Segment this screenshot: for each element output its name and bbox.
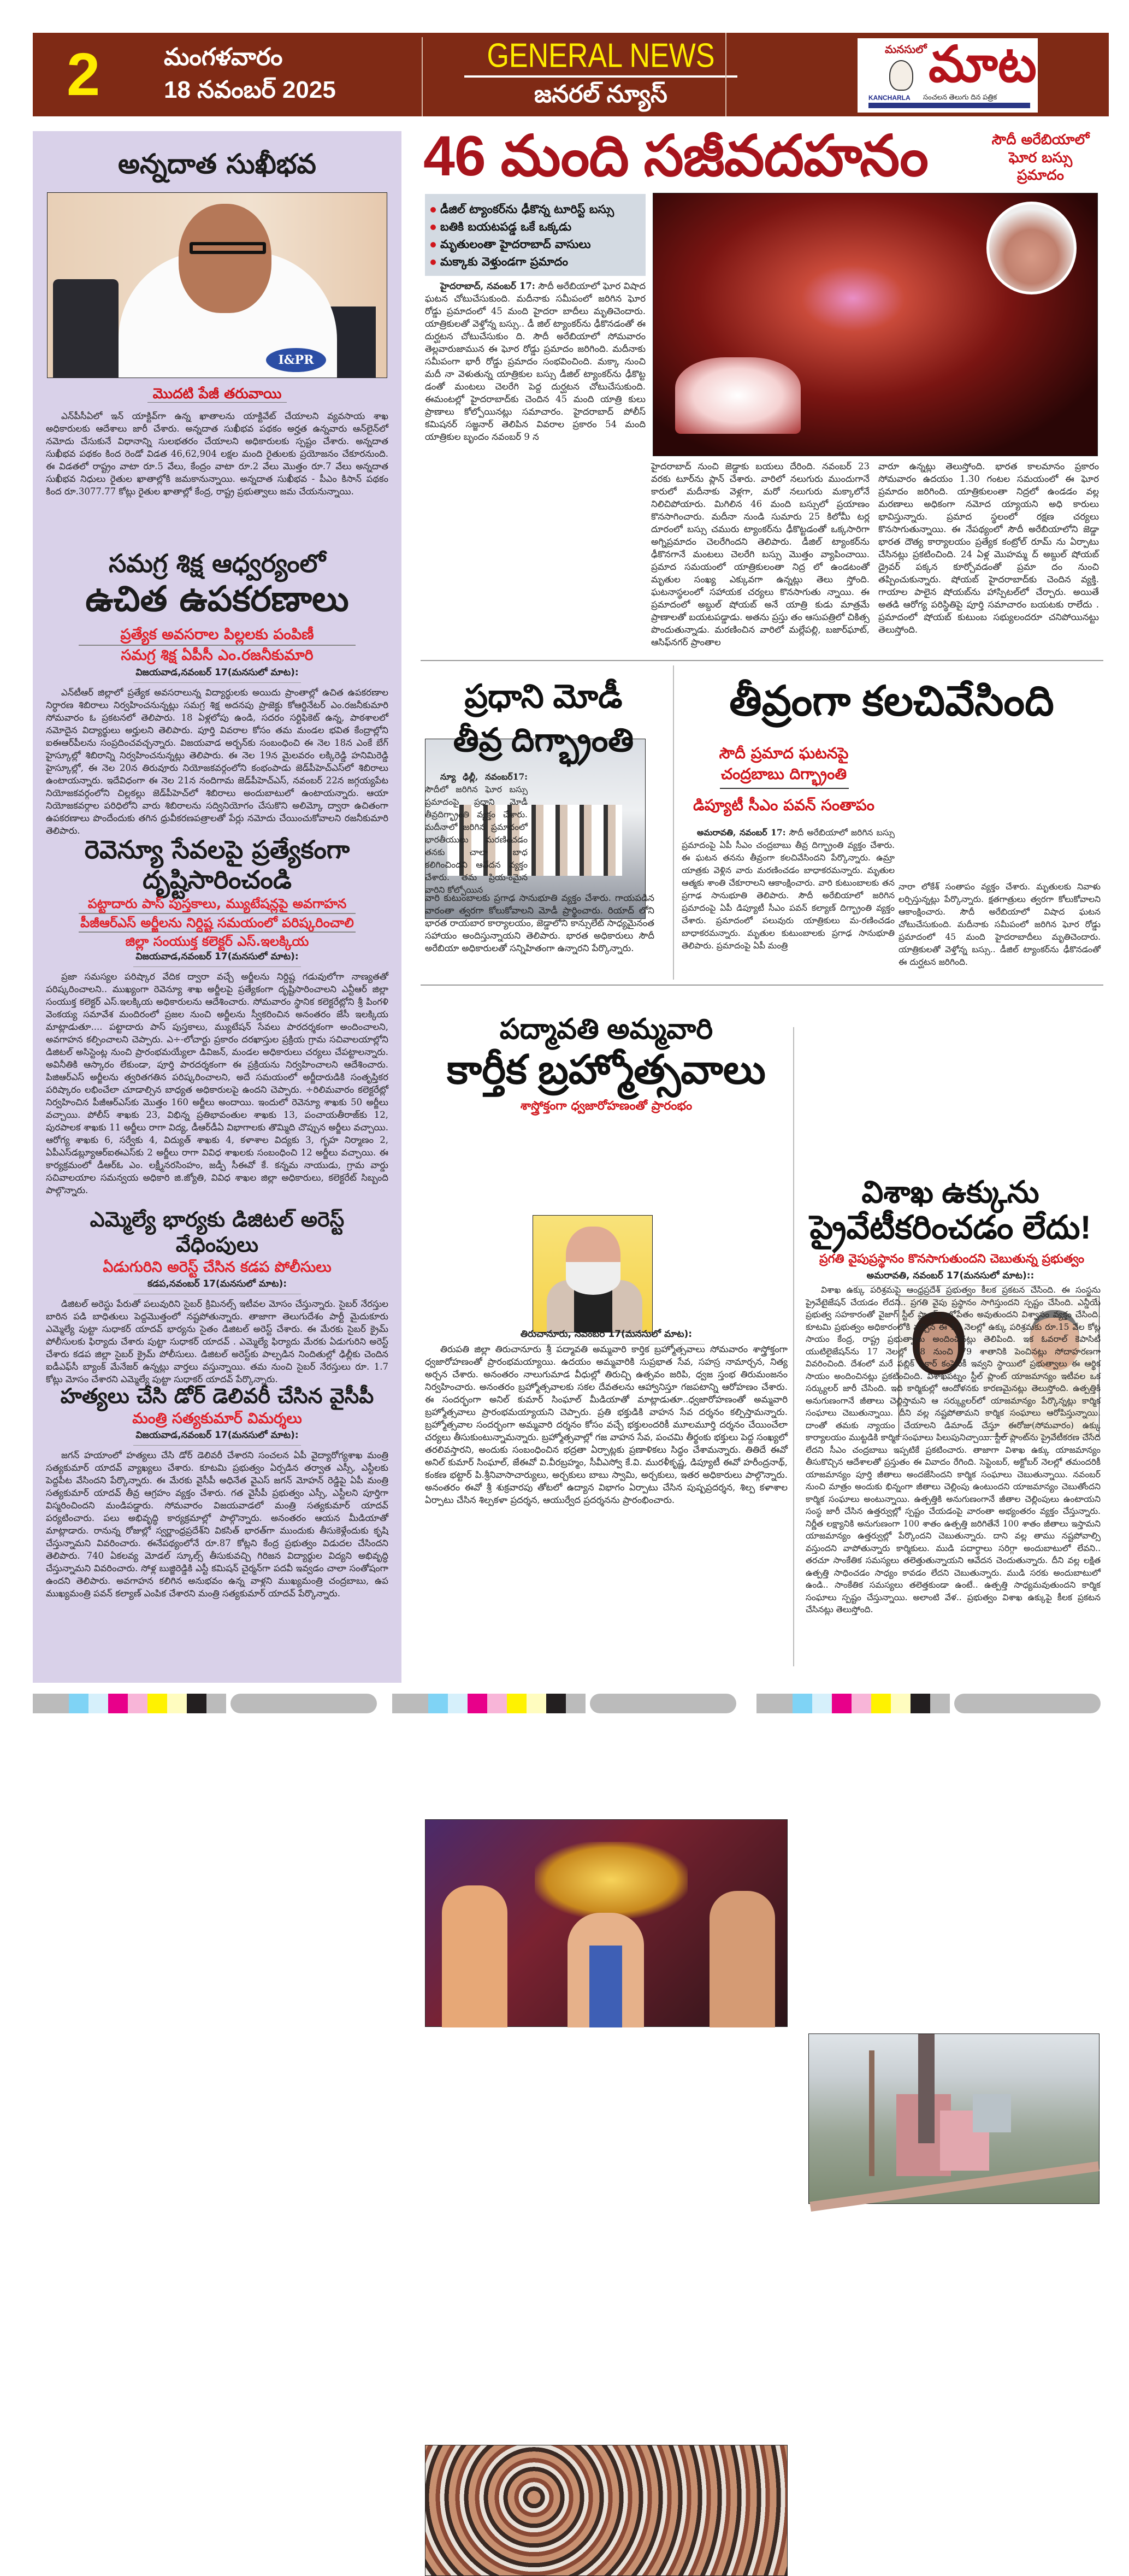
print-color-bar	[33, 1694, 377, 1713]
dateline: విజయవాడ,నవంబర్ 17(మనసులో మాట):	[133, 667, 301, 683]
article-title-line2: కార్తీక బ్రహ్మోత్సవాలు	[447, 1047, 766, 1092]
dateline: విజయవాడ,నవంబర్ 17(మనసులో మాట):	[133, 951, 301, 967]
print-color-bar	[756, 1694, 1101, 1713]
article-revenue	[46, 835, 388, 1197]
dateline: అమరావతి, నవంబర్ 17:	[697, 827, 786, 838]
article-body	[425, 770, 528, 895]
kicker-line: ప్రమాదం	[1017, 167, 1064, 184]
lead-kicker	[978, 131, 1103, 185]
divider	[725, 33, 726, 116]
article-samagra-shiksha	[46, 549, 388, 836]
article-title-line1: సమగ్ర శిక్ష ఆధ్వర్యంలో	[108, 549, 326, 578]
logo-name: మాట	[929, 37, 1037, 92]
article-title: అన్నదాత సుఖీభవ	[118, 148, 316, 180]
highlight-item	[430, 253, 640, 270]
divider	[421, 985, 1103, 986]
article-subhead: ఏడుగురిని అరెస్ట్ చేసిన కడప పోలీసులు	[103, 1258, 332, 1276]
article-ycp	[46, 1384, 388, 1599]
article-title-line2: తీవ్ర దిగ్భ్రాంతి	[453, 722, 634, 758]
article-subhead: పీజీఆర్ఎస్ అర్జీలను నిర్దిష్ట సమయంలో పరిష్కరించాలి	[79, 914, 356, 933]
article-subhead: సమగ్ర శిక్ష ఏపీసీ ఎం.రజనీకుమారి	[121, 647, 314, 664]
logo-bar	[868, 103, 1030, 108]
article-digital-arrest	[46, 1207, 388, 1385]
article-body: విశాఖ ఉక్కు పరిశ్రమపై ఆంధ్రప్రదేశ్ ప్రభుత్వం కీలక ప్రకటన చేసింది. ఈ సంస్థను ప్రైవేటైజేషన్ చేయడం లేదని.. ప్రగతి వైపు ప్రస్థానం సాగిస్తుందని స్పష్టం చేసింది. ఎన్డీయే ప్రభుత్వ సహకారంతో వైజాగ్ స్టీల్ ప్లాంట్ బలోపేతం అవుతుందని విశ్వాసం వ్యక్తం చేసింది. కూటమి ప్రభుత్వం అధికారంలోకి వచ్చిన ఈ 17 నెలల్లో ఉక్కు పరిశ్రమకు రూ.15 వేల కోట్ల సాయం కేంద్ర, రాష్ట్ర ప్రభుత్వాలు అందించినట్లు తెలిపింది. ఇక ఓవరాల్ కెపాసిటీ యుటిలైజేషన్‌ను 17 నెలల్లో 48 నుంచి 79 శాతానికి పెంచినట్లు సోదాహరణగా వివరించింది. దేశంలో మరే పబ్లిక్ సెక్టార్ కంపెనీకీ ఇవ్వని స్థాయిలో ప్రభుత్వాలు ఈ ఆర్థిక సాయం అందించినట్లు ప్రకటించింది. విశాఖపట్నం స్టీల్ ప్లాంట్ యాజమాన్యం ఇటీవల ఒక సర్క్యులర్ జారీ చేసింది. ఇది కార్మికుల్లో ఆందోళనకు కారణమైనట్లు తెలుస్తోంది. ఉత్పత్తికి అనుగుణంగానే జీతాలు చెల్లిస్తామని ఆ సర్క్యులర్‌లో యాజమాన్యం పేర్కొన్నట్లు కార్మిక సంఘాలు చెబుతున్నాయి. దీని వల్ల నష్టపోతామని కార్మిక సంఘాలు ఆరోపిస్తున్నాయి. దాంతో తమకు న్యాయం చేయాలని డిమాండ్ చేస్తూ ఈరోజు(సోమవారం) ఉక్కు కార్యాలయం ముట్టడికి కార్మిక సంఘాలు పిలుపునిచ్చాయి. స్టీల్ ప్లాంట్‌ను ప్రైవేటీకరణ చేసేది లేదని సీఎం చంద్రబాబు ఇప్పటికే ప్రకటించారు. తాజాగా విశాఖ ఉక్కు యాజమాన్యం తీసుకొచ్చిన ఆదేశాలతో ప్రస్తుతం ఈ వివాదం రేగింది. సెప్టెంబర్, అక్టోబర్ నెలల్లో తమందరికీ యాజమాన్యం పూర్తి జీతాలు అందజేసిందని కార్మిక సంఘాలు చెబుతున్నాయి. నవంబర్ నుంచి మాత్రం అందుకు భిన్నంగా జీతాలు చెల్లింపు ఉంటుందని యాజమాన్యం చెబుతోందని కార్మిక సంఘాలు అంటున్నాయి. ఉత్పత్తికి అనుగుణంగానే జీతాల చెల్లింపులు ఉంటాయని సంస్థ జారీ చేసిన ఉత్తర్వుల్లో స్పష్టం చేయడంపై వారంతా అభ్యంతరం వ్యక్తం చేస్తున్నారు. నిర్ణీత లక్ష్యానికి అనుగుణంగా 100 శాతం ఉత్పత్తి జరిగితేనే 100 శాతం జీతాలు ఇస్తామని యాజమాన్యం ఉత్తర్వుల్లో పేర్కొందని చెబుతున్నారు. దాని వల్ల తాము నష్టపోవాల్సి వస్తుందని వాపోతున్నారు కార్మికులు. ముడి పదార్థాలు సరిగ్గా అందుబాటులో లేవని.. తరచూ సాంకేతిక సమస్యలు తలెత్తుతున్నాయని ఆవేదన చెందుతున్నారు. దీని వల్ల లక్షిత ఉత్పత్తి సాధించడం సాధ్యం కావడం లేదని చెబుతున్నారు. ముడి సరకు అందుబాటులో ఉండి.. సాంకేతిక సమస్యలు తలెత్తకుండా ఉంటే.. ఉత్పత్తి సాధ్యమవుతుందని కార్మిక సంఘాలు స్పష్టం చేస్తున్నాయి. అలాంటి వేళ.. ప్రభుత్వం విశాఖ ఉక్కుపై కీలక ప్రకటన చేసినట్లు తెలుస్తోంది.	[806, 1285, 1101, 1614]
bullet-icon	[430, 225, 436, 230]
article-title-line1: రెవెన్యూ సేవలపై ప్రత్యేకంగా	[84, 834, 350, 864]
survivor-portrait	[986, 202, 1077, 294]
founder-portrait-icon	[889, 60, 913, 91]
lead-body-text: సౌదీ అరేబియాలో ఘోర విషాద ఘటన చోటుచేసుకుంది. మదీనాకు సమీపంలో జరిగిన ఘోర రోడ్డు ప్రమాదంలో 45 మంది హైదరా బాదీలు మృతిచెందారు. యాత్రికులతో వెళ్తోన్న బస్సు.. డీ జిల్ ట్యాంకర్‌ను ఢీకొనడంతో ఈ దుర్ఘటన చోటుచేసుకుం ది. సౌదీ అరేబియాలో సోమవారం తెల్లవారుజామున ఈ ఘోర రోడ్డు ప్రమాదం జరిగింది. మదీనాకు సమీపంగా భారీ రోడ్డు ప్రమాదం సంభవించింది. మక్కా నుంచి మదీ నా వెళుతున్న యాత్రికుల బస్సు డీజిల్ ట్యాంకర్‌ను ఢీకొట్ట డంతో మంటలు చెలరేగి పెద్ద దుర్ఘటన చోటుచేసుకుంది. ఈమంటల్లో హైదరాబాద్‌కు చెందిన 45 మంది యాత్రి కులు ప్రాణాలు కోల్పోయినట్లు సమాచారం. హైదరాబాద్ పోలీస్ కమిషనర్ సజ్జనార్ తెలిపిన వివరాల ప్రకారం 54 మంది యాత్రికుల బృందం నవంబర్ 9 న	[425, 281, 646, 442]
highlight-text: మక్కాకు వెళ్తుండగా ప్రమాదం	[440, 255, 569, 268]
article-title-line1: విశాఖ ఉక్కును	[861, 1175, 1039, 1209]
article-body: ఎన్‌టీఆర్ జిల్లాలో ప్రత్యేక అవసరాలున్న విద్యార్థులకు అయిదు ప్రాంతాల్లో ఉచిత ఉపకరణాల నిర్ధారణ శిబిరాలు నిర్వహించనున్నట్లు సమగ్ర శిక్ష అదనపు ప్రాజెక్టు కోఆర్డినేటర్ ఎం.రజనీకుమారి సోమవారం ఓ ప్రకటనలో తెలిపారు. 18 ఏళ్లలోపు ఉండి, సదరం సర్టిఫికెట్ ఉన్న, పాఠశాలలో నమోదైన విద్యార్థులు అర్హులని తెలిపారు. పూర్తి వివరాల కోసం తమ మండల భవిత కేంద్రాల్లోని ఐఈఆర్‌పీలను సంప్రదించవచ్చన్నారు. విజయవాడ అర్బన్‌కు సంబంధించి ఈ నెల 18న ఎంకే బేగ్ హైస్కూల్లో శిబిరాన్ని నిర్వహించనున్నట్లు తెలిపారు. ఈ నెల 19న మైలవరం లక్కిరెడ్డి హనిమిరెడ్డి హైస్కూల్లో, ఈ నెల 20న తిరువూరు నియోజకవర్గంలోని కంభంపాడు జెడ్‌పీహెచ్‌ఎస్‌లో శిబిరాలు ఉంటాయన్నారు. ఇదేవిధంగా ఈ నెల 21న నందిగామ జెడ్‌పీహెచ్‌ఎస్, నవంబర్ 22న జగ్గయ్యపేట నియోజకవర్గంలోని చిల్లకల్లు జెడ్‌పీహెచ్‌లో శిబిరాలు అందుబాటులో ఉంటాయన్నారు. ఆయా నియోజకవర్గాల పరిధిలోని వారు శిబిరాలను సద్వినియోగం చేసుకొని అలిమ్కో ద్వారా ఉచితంగా ఉపకరణాలు పొందేందుకు తగిన ధ్రువీకరణపత్రాలతో పేర్లు నమోదు చేయించుకోవాలని రజనీకుమారి తెలిపారు.	[46, 687, 388, 836]
article-body	[682, 826, 895, 977]
ipr-mic-label: I&PR	[266, 348, 326, 372]
bullet-icon	[430, 242, 436, 247]
dateline: విజయవాడ,నవంబర్ 17(మనసులో మాట):	[133, 1430, 301, 1446]
article-subhead: డిప్యూటీ సీఎం పవన్ సంతాపం	[693, 796, 874, 814]
devotees-crowd-photo	[425, 2445, 788, 2576]
dateline: హైదరాబాద్, నవంబర్ 17:	[440, 281, 535, 291]
bullet-icon	[430, 207, 436, 213]
print-color-bar	[392, 1694, 736, 1713]
logo-tagline: సంచలన తెలుగు దిన పత్రిక	[923, 93, 997, 101]
kicker-line: ఘోర బస్సు	[1008, 149, 1073, 166]
article-body: తిరుపతి జిల్లా తిరుచానూరు శ్రీ పద్మావతి అమ్మవారి కార్తిక బ్రహ్మోత్సవాలు సోమవారం శాస్త్రోక్తంగా ధ్వజారోహణంతో ప్రారంభమయ్యాయి. ఉదయం అమ్మవారికి సుప్రభాత సేవ, సహస్ర నామార్చన, నిత్య అర్చన చేశారు. అనంతరం నాలుగుమాడ వీధుల్లో తిరుచ్చి ఉత్సవం జరిపి, ధ్వజ స్తంభ తిరుమంజనం నిర్వహించారు. అనంతరం బ్రహ్మోత్సవాలకు సకల దేవతలను ఆహ్వానిస్తూ గజపటాన్ని ఆరోహణం చేశారు. ఈ సందర్భంగా అనిల్ కుమార్ సింఘాల్ మీడియాతో మాట్లాడుతూ..ధ్వజారోహణంతో అమ్మవారి బ్రహ్మోత్సవాలు ప్రారంభమయ్యాయని చెప్పారు. ప్రతి భక్తుడికి వాహన సేవ దర్శనం కల్పిస్తామన్నారు. బ్రహ్మోత్సవాల సందర్భంగా అమ్మవారి దర్శనం కోసం వచ్చే భక్తులందరికీ మూలమూర్తి దర్శనం చేయించేలా చర్యలు తీసుకుంటున్నామన్నారు. బ్రహ్మోత్సవాల్లో గజ వాహన సేవ, పంచమి తీర్థంకు భక్తులు పెద్ద సంఖ్యలో తరలివస్తారని, అందుకు సంబంధించిన భద్రతా ఏర్పాట్లకు ప్రణాళికలు సిద్ధం చేశామన్నారు. తితిదే ఈవో అనిల్ కుమార్ సింఘాల్, జేఈవో వి.వీరబ్రహ్మం, సీవీఎస్వో కే.వి. మురళీకృష్ణ, డిప్యూటీ ఈవో హరీంద్రనాథ్, కంకణ భట్టార్ పి.శ్రీనివాసాచార్యులు, అర్చకులు బాబు స్వామి, అర్చకులు, ఇతర అధికారులు పాల్గొన్నారు. అనంతరం ఈవో శ్రీ శుక్రవారపు తోటలో ఉద్యాన విభాగం ఏర్పాటు చేసిన పుష్పప్రదర్శన, శిల్ప కళాశాల ఏర్పాటు చేసిన శిల్పకళా ప్రదర్శన, ఆయుర్వేద ప్రదర్శనను ప్రారంభించారు.	[425, 1344, 788, 1505]
article-body: జగన్ హయాంలో హత్యలు చేసి డోర్ డెలివరీ చేశారని సంచలన ఏపీ వైద్యారోగ్యశాఖ మంత్రి సత్యకుమార్ యాదవ్ వ్యాఖ్యలు చేశారు. కూటమి ప్రభుత్వం ఏర్పడిన తర్వాత ఎస్సీ, ఎస్టీలకు పెద్దపీట వేసిందని పేర్కొన్నారు. ఈ మేరకు వైసీపీ అధినేత వైఎస్ జగన్ మోహన్ రెడ్డిపై ఏపీ మంత్రి సత్యకుమార్ యాదవ్ తీవ్ర ఆగ్రహం వ్యక్తం చేశారు. గత వైసీపీ ప్రభుత్వం ఎస్సీ, ఎస్టీలని పూర్తిగా విస్మరించిందని మండిపడ్డారు. సోమవారం విజయవాడలో మంత్రి సత్యకుమార్ యాదవ్ పర్యటించారు. పలు అభివృద్ధి కార్యక్రమాల్లో పాల్గొన్నారు. అనంతరం ఆయన మీడియాతో మాట్లాడారు. రానున్న రోజుల్లో స్వర్ణాంధ్రప్రదేశ్‌ని వికసిత్ భారత్‌గా ముందుకు తీసుకెళ్లేందుకు కృషి చేస్తున్నామని వివరించారు. ఈనేపథ్యంలోనే రూ.87 కోట్లని కేంద్ర ప్రభుత్వం విడుదల చేసిందని తెలిపారు. 740 ఏకలవ్య మోడల్ స్కూల్స్ తీసుకువచ్చి గిరిజన విద్యార్థుల విద్యని అభివృద్ధి చేస్తున్నామని వివరించారు. సోళ్ల బుజ్జిరెడ్డికి ఎస్టీ కమిషన్ చైర్మన్‌గా పదవీ ఇవ్వడం చాలా సంతోషంగా ఉందని తెలిపారు. అవగాహన కలిగిన అనుభవం ఉన్న వాళ్లని ముఖ్యమంత్రి చంద్రబాబు, ఉప ముఖ్యమంత్రి పవన్ కల్యాణ్ ఎంపిక చేశారని మంత్రి సత్యకుమార్ యాదవ్ పేర్కొన్నారు.	[46, 1450, 388, 1599]
article-subhead: చంద్రబాబు దిగ్భ్రాంతి	[720, 765, 847, 783]
article-subhead: జిల్లా సంయుక్త కలెక్టర్ ఎస్.ఇలక్కియ	[125, 934, 309, 950]
highlight-item	[430, 201, 640, 218]
divider	[793, 1027, 794, 1666]
continued-caption: మొదటి పేజీ తరువాయి	[147, 386, 287, 403]
article-body: డిజిటల్ అరెస్టు పేరుతో పలువురిని సైబర్ క్రిమినల్స్ ఇటీవల మోసం చేస్తున్నారు. సైబర్ నేరస్తుల బారిన పడి బాధితులు పెద్దమొత్తంలో నష్టపోతున్నారు. తాజాగా తెలుగుదేశం పార్టీ మైదుకూరు ఎమ్మెల్యే పుట్టా సుధాకర్ యాదవ్ భార్యను సైతం డిజిటల్ అరెస్ట్ చేశారు. ఈ మేరకు సైబర్ క్రైమ్ పోలీసులకు ఫిర్యాదు చేశారు పుట్టా సుధాకర్ యాదవ్ . ఎమ్మెల్యే ఫిర్యాదు మేరకు ఏడుగురిని అరెస్ట్ చేశారు కడప జిల్లా సైబర్ క్రైమ్ పోలీసులు. డిజిటల్ అరెస్ట్‌కు పాల్పడిన నిందితుల్లో ఢిల్లీకు చెందిన ఐడీఎఫ్‌సీ బ్యాంక్ మేనేజర్ ఉన్నట్లు వార్తలు వస్తున్నాయి. తమ నుంచి సైబర్ నేరస్తులు రూ. 1.7 కోట్లు మోసం చేశారని ఎమ్మెల్యే పుట్టా సుధాకర్ యాదవ్ పేర్కొన్నారు.	[46, 1299, 388, 1385]
article-annadata	[46, 131, 388, 524]
highlight-item	[430, 235, 640, 253]
divider	[422, 37, 423, 116]
article-title: ఎమ్మెల్యే భార్యకు డిజిటల్ అరెస్ట్ వేధింపులు	[90, 1207, 345, 1257]
minister-photo	[47, 192, 387, 378]
highlight-text: బతికి బయటపడ్డ ఒకే ఒక్కడు	[440, 220, 572, 233]
section-title-te: జనరల్ న్యూస్	[534, 81, 667, 108]
newspaper-logo	[858, 38, 1038, 113]
article-title: హత్యలు చేసి డోర్ డెలివరీ చేసిన వైసీపీ	[60, 1384, 374, 1408]
lead-headline: 46 మంది సజీవదహనం	[423, 125, 928, 188]
divider	[720, 788, 849, 789]
highlight-item	[430, 218, 640, 235]
logo-brand: KANCHARLA	[868, 94, 911, 102]
dateline: న్యూ ఢిల్లీ, నవంబర్17:	[440, 771, 528, 782]
bus-fire-photo	[653, 193, 1098, 456]
section-title-en: GENERAL NEWS	[487, 37, 715, 75]
dateline: అమరావతి, నవంబర్ 17(మనసులో మాట)::	[852, 1270, 1049, 1286]
article-subhead: మంత్రి సత్యకుమార్ విమర్శలు	[132, 1410, 302, 1427]
page-number: 2	[67, 41, 101, 108]
article-title: తీవ్రంగా కలచివేసింది	[729, 678, 1054, 724]
dateline: కడప,నవంబర్ 17(మనసులో మాట):	[133, 1278, 301, 1294]
highlight-text: డీజిల్ ట్యాంకర్‌ను ఢీకొన్న టూరిస్ట్ బస్సు	[440, 203, 614, 216]
divider	[421, 660, 1103, 661]
left-column	[33, 131, 401, 1683]
lead-body-part3: వారూ ఉన్నట్లు తెలుస్తోంది. భారత కాలమానం ప్రకారం సోమవారం ఉదయం 1.30 గంటల సమయంలో ఈ ఘోర ప్రమాదం జరిగింది. యాత్రికులంతా నిద్రలో ఉండడం వల్ల మరణాలు అధికంగా నమోద య్యాయని అధి కారులు భావిస్తున్నారు. ప్రమాద స్థలంలో రక్షణ చర్యలు కొనసాగుతున్నాయి. ఈ నేపథ్యంలో సౌదీ అరేబియాలోని జెడ్డా భారత దౌత్య కార్యాలయం ప్రత్యేక కంట్రోల్ రూమ్ ను ఏర్పాటు చేసినట్లు ప్రకటించింది. 24 ఏళ్ల మొహమ్మ ద్ అబ్దుల్ షోయబ్ డ్రైవర్ పక్కన కూర్చోవడంతో ప్రమా దం నుంచి తప్పించుకున్నారు. షోయబ్ హైదరాబాద్‌కు చెందిన వ్యక్తి. గాయాల పాలైన షోయబ్‌ను హాస్పిటల్‌లో చేర్చారు. అయితే అతడి ఆరోగ్య పరిస్థితిపై పూర్తి సమాచారం బయటకు రాలేదు . ప్రమాదంలో షోయబ్ కుటుంబ సభ్యులందరూ చనిపోయినట్టు తెలుస్తోంది.	[878, 461, 1099, 635]
highlight-text: మృతులంతా హైదరాబాద్ వాసులు	[440, 238, 591, 251]
modi-photo	[533, 1215, 653, 1333]
bullet-icon	[430, 260, 436, 265]
article-title-line1: పద్మావతి అమ్మవారి	[499, 1013, 713, 1045]
kicker-line: సౌదీ అరేబియాలో	[991, 132, 1090, 148]
article-title-line1: ప్రధాని మోడీ	[464, 678, 623, 715]
dateline: తిరుచానూరు, నవంబర్ 17(మనసులో మాట):	[508, 1329, 705, 1345]
article-body-text: సౌదీలో జరిగిన ఘోర బస్సు ప్రమాదంపై ప్రధాని మోడీ తీవ్రదిగ్భ్రాంతి వ్యక్తం చేశారు. మదీనాలో జరిగిన ప్రమాదంలో భారతీయులు మరణించడం తనకు చాలా బాధ కలిగించిందని ఆవేదన వ్యక్తం చేశారు. తమ ప్రియ-ంమైన వారిని కోల్పోయిన	[425, 785, 528, 895]
lead-highlights	[425, 194, 646, 276]
temple-festival-photo	[425, 1819, 788, 2027]
article-subhead: శాస్త్రోక్తంగా ధ్వజారోహణంతో ప్రారంభం	[520, 1099, 693, 1113]
logo-top: మనసులో	[885, 44, 927, 56]
article-subhead: పట్టాదారు పాస్ పుస్తకాలు, మ్యుటేషన్లపై అవగాహన	[79, 895, 356, 913]
article-body-text: సౌదీ అరేబియాలో జరిగిన బస్సు ప్రమాదంపై ఏపీ సీఎం చంద్రబాబు తీవ్ర దిగ్భ్రాంతి వ్యక్తం చేశారు. ఈ ఘటన తనను తీవ్రంగా కలచివేసిందని పేర్కొన్నారు. ఉమ్రా యాత్రకు వెళ్లిన వారు మరణించడం బాధాకరమన్నారు. మృతుల ఆత్మకు శాంతి చేకూరాలని ఆకాంక్షించారు. వారి కుటుంబాలకు తన ప్రగాఢ సానుభూతి తెలిపారు. సౌదీ అరేబియాలో జరిగిన ప్రమాదంపై ఏపీ డిప్యూటీ సీఎం పవన్ కల్యాణ్ దిగ్భ్రాంతి వ్యక్తం చేశారు. ప్రమాదంలో పలువురు యాత్రికులు మ-రణించడం బాధాకరమన్నారు. మృతుల కుటుంబాలకు ప్రగాఢ సానుభూతి తెలిపారు. ప్రమాదంపై ఏపీ మంత్రి	[682, 828, 895, 951]
article-title-line2: ఉచిత ఉపకరణాలు	[85, 579, 349, 620]
lead-body-part2: హైదరాబాద్ నుంచి జెడ్డాకు బయలు దేరింది. నవంబర్ 23 వరకు టూర్‌ను ప్లాన్ చేశారు. వారిలో నలుగురు ముందుగానే కారులో మదీనాకు వెళ్లగా, మరో నలుగురు మక్కాలోనే నిలిచిపోయారు. మిగిలిన 46 మంది బస్సులో ప్రయాణం కొనసాగించారు. మదీనా నుండి సుమారు 25 కిలోమీ టర్ల దూరంలో బస్సు చమురు ట్యాంకర్‌ను ఢీకొట్టడంతో ఒక్కసారిగా అగ్నిప్రమాదం చెలరేగిందని తెలిపారు. డీజిల్ ట్యాంకర్‌ను ఢీకొనగానే మంటలు చెలరేగి బస్సు మొత్తం వ్యాపించాయి. ప్రమాద సమయంలో యాత్రికులంతా నిద్ర లో ఉండటంతో మృతుల సంఖ్య ఎక్కువగా ఉన్నట్లు తెలు స్తోంది. ఘటనాస్థలంలో సహాయక చర్యలు కొనసాగుతు న్నాయి. ఈ ప్రమాదంలో అబ్దుల్ షోయబ్ అనే యాత్రి కుడు మాత్రమే ప్రాణాలతో బయటపడ్డాడు. అతను ప్రస్తు తం ఆసుపత్రిలో చికిత్స పొందుతున్నాడు. మరణించిన వారిలో మల్లేపల్లి, బజార్‌ఘాట్, ఆసిఫ్‌నగర్ ప్రాంతాల	[651, 461, 870, 647]
article-subhead: సౌదీ ప్రమాద ఘటనపై	[719, 744, 849, 762]
masthead	[33, 33, 1109, 116]
article-body: ప్రజా సమస్యల పరిష్కార వేదిక ద్వారా వచ్చే అర్జీలను నిర్దిష్ట గడువులోగా నాణ్యతతో పరిష్కరించాలని.. ముఖ్యంగా రెవెన్యూ శాఖ అర్జీలపై ప్రత్యేకంగా దృష్టిసారించాలని ఎన్టీఆర్ జిల్లా సంయుక్త కలెక్టర్ ఎస్.ఇలక్కియ అధికారులను ఆదేశించారు. సోమవారం స్థానిక కలెక్టరేట్లోని శ్రీ పింగళి వెంకయ్య సమావేశ మందిరంలో ప్రజల నుంచి అర్జీలను స్వీకరించిన అనంతరం జేసీ ఇలక్కియ మాట్లాడుతూ.... పట్టాదారు పాస్ పుస్తకాలు, మ్యుటేషన్ సేవలు పారదర్శకంగా అందించాలని, అవగాహన కల్పించాలని చెప్పారు. ఎ÷-లోచార్టు ప్రకారం దరఖాస్తుల ప్రక్రియ గ్రామ సచివాలయాల్లోని డిజిటల్ అసిస్టెంట్ల నుంచి ప్రారంభమయ్యేలా డివిజన్, మండల అధికారులు చర్యలు చేపట్టాలన్నారు. అవినీతికి ఆస్కారం లేకుండా, పూర్తి పారదర్శకంగా ఈ ప్రక్రియను నిర్వహించాలని ఆదేశించారు. పిజిఆర్ఎస్ అర్జీలను త్వరితగతిన పరిష్కరించాలని, అదే సమయంలో అర్జీదారుడికి సంతృప్తికర పరిష్కారం లభించేలా చూడాల్సిన బాధ్యత అధికారులపై ఉందని చెప్పారు. ÷రిలిమవారం కలెక్టరేట్లో నిర్వహించిన పీజీఆర్ఎస్‌కు మొత్తం 160 అర్జీలు అందాయి. ఇందులో రెవెన్యూ శాఖకు 50 అర్జీలు వచ్చాయి. పోలీస్ శాఖకు 23, విభిన్న ప్రతిభావంతుల శాఖకు 13, పంచాయతీరాజ్‌కు 12, పురపాలక శాఖకు 11 అర్జీలు రాగా విద్య, డీఆర్‌డీఏ విభాగాలకు తొమ్మిది చొప్పున అర్జీలు వచ్చాయి. ఆరోగ్య శాఖకు 6, సర్వేకు 4, విద్యుత్ శాఖకు 4, కళాశాల విద్యకు 3, గృహ నిర్మాణం 2, ఏపీఎస్‌డబ్ల్యూఆర్‌ఐఈఎస్‌కు 2 అర్జీలు రాగా వివిధ శాఖలకు సంబంధించి 12 అర్జీలు వచ్చాయి. ఈ కార్యక్రమంలో డీఆర్ఓ ఎం. లక్ష్మీనరసింహం, జడ్పీ సీఈవో కే. కన్నమ నాయుడు, గ్రామ వార్డు సచివాలయాల సమన్వయ అధికారి జి.జ్యోతి, వివిధ శాఖల జిల్లా అధికారులు, కలెక్టరేట్ సిబ్బంది పాల్గొన్నారు.	[46, 971, 388, 1196]
divider	[673, 665, 674, 980]
article-subhead: ప్రగతి వైపుప్రస్థానం కొనసాగుతుందని చెబుతున్న ప్రభుత్వం	[819, 1252, 1085, 1266]
lead-body-part1	[425, 280, 646, 468]
steel-plant-photo	[808, 2033, 1100, 2204]
article-body: ఎన్‌పీసీఏలో ఇన్ యాక్టివ్‌గా ఉన్న ఖాతాలను యాక్టివేట్ చేయాలని వ్యవసాయ శాఖ అధికారులకు ఆదేశాలు జారీ చేశారు. అన్నదాత సుఖీభవ పథకం అర్హత ఉన్నవారు ఆన్‌లైన్‌లో నమోదు చేసుకునే విధానాన్ని సులభతరం చేయాలని అధికారులకు స్పష్టం చేశారు. అన్నదాత సుఖీభవ పథకం కింద రెండో విడత 46,62,904 లక్షల మంది రైతులకు ప్రయోజనం చేకూరనుంది. ఈ విడతలో రాష్ట్రం వాటా రూ.5 వేలు, కేంద్రం వాటా రూ.2 వేలు మొత్తం రూ.7 వేలు అన్నదాత సుఖీభవ నిధులు రైతుల ఖాతాల్లోకి జమకానున్నాయి. అన్నదాత సుఖీభవ - పీఎం కిసాన్ పథకం కింద రూ.3077.77 కోట్లు రైతుల ఖాతాల్లో కేంద్ర, రాష్ట్ర ప్రభుత్వాలు జమ చేయనున్నాయి.	[46, 411, 388, 497]
article-body: నారా లోకేశ్ సంతాపం వ్యక్తం చేశారు. మృతులకు నివాళు లర్పిస్తున్నట్లు పేర్కొన్నారు. క్షతగాత్రులు త్వరగా కోలుకోవాలని ఆకాంక్షించారు. సౌదీ అరేబియాలో విషాద ఘటన చోటుచేసుకుంది. మదీనాకు సమీపంలో జరిగిన ఘోర రోడ్డు ప్రమాదంలో 45 మంది హైదరాబాదీలు మృతిచెందారు. యాత్రికులతో వెళ్తోన్న బస్సు.. డీజిల్ ట్యాంకర్‌ను ఢీకొనడంతో ఈ దుర్ఘటన జరిగింది.	[899, 882, 1101, 967]
article-title-line2: దృష్టిసారించండి	[143, 865, 292, 895]
day-name: మంగళవారం	[164, 44, 283, 70]
issue-date: 18 నవంబర్ 2025	[164, 76, 336, 103]
article-title-line2: ప్రైవేటీకరించడం లేదు!	[809, 1209, 1091, 1246]
article-subhead: ప్రత్యేక అవసరాల పిల్లలకు పంపిణీ	[79, 625, 356, 646]
article-body: వారి కుటుంబాలకు ప్రగాఢ సానుభూతి వ్యక్తం చేశారు. గాయపడిన వారంతా త్వరగా కోలుకోవాలని మోడీ ప్రార్థించారు. రియాద్ లోని భారత రాయబార కార్యాలయం, జెడ్డాలోని కాన్సులేట్ సాధ్యమైనంత సహాయం అందిస్తున్నాయని తెలిపారు. భారత అధికారులు సౌదీ అరేబియా అధికారులతో సన్నిహితంగా ఉన్నారని పేర్కొన్నారు.	[425, 893, 654, 953]
divider	[464, 75, 737, 78]
